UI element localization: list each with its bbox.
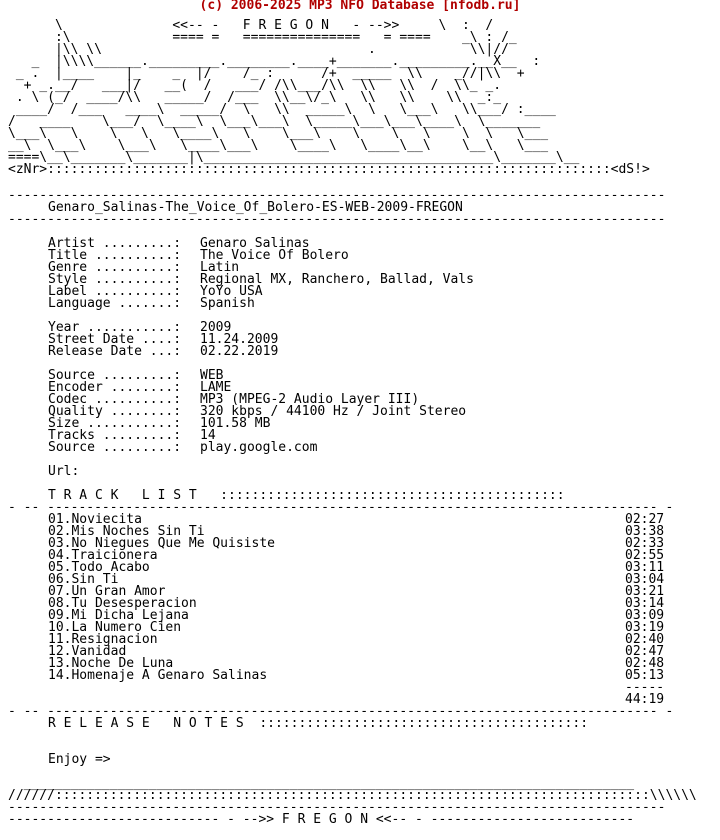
date-row <box>8 346 697 358</box>
track-name: 06.Sin Ti <box>48 572 119 587</box>
url-label: Url: <box>48 464 80 479</box>
track-list <box>8 514 697 682</box>
tracklist-header: T R A C K L I S T :::::::::::::::::::::::::::::::::::::::::::: <box>48 488 565 503</box>
track-name: 02.Mis Noches Sin Ti <box>48 524 205 539</box>
info-value: Latin <box>200 260 240 275</box>
tech-label: Size ...........: <box>48 416 182 431</box>
track-duration: 03:14 <box>625 596 665 611</box>
footer-line: ------------------------------------------------------------------------------------ <box>8 800 666 815</box>
track-name: 01.Noviecita <box>48 512 142 527</box>
site-credit[interactable]: (c) 2006-2025 MP3 NFO Database [nfodb.ru] <box>199 0 521 13</box>
info-value: Genaro Salinas <box>200 236 310 251</box>
track-row <box>48 562 665 574</box>
tech-label: Codec ..........: <box>48 392 182 407</box>
total-dashes-row <box>8 682 665 694</box>
release-notes-header: R E L E A S E N O T E S :::::::::::::::::::::::::::::::::::::::::: <box>48 716 589 731</box>
track-duration: 02:48 <box>625 656 665 671</box>
info-block <box>8 238 697 310</box>
track-duration: 02:33 <box>625 536 665 551</box>
date-value: 02.22.2019 <box>200 344 279 359</box>
tech-label: Tracks .........: <box>48 428 182 443</box>
track-name: 03.No Niegues Que Me Quisiste <box>48 536 275 551</box>
track-name: 08.Tu Desesperacion <box>48 596 197 611</box>
tech-value: play.google.com <box>200 440 318 455</box>
tech-block <box>8 370 697 454</box>
info-value: The Voice Of Bolero <box>200 248 349 263</box>
dates-block <box>8 322 697 358</box>
tech-value: WEB <box>200 368 224 383</box>
track-duration: 05:13 <box>625 668 665 683</box>
track-duration: 03:21 <box>625 584 665 599</box>
info-value: Regional MX, Ranchero, Ballad, Vals <box>200 272 474 287</box>
info-label: Genre ..........: <box>48 260 182 275</box>
separator: ______________________________________________________________________________ <box>8 776 635 791</box>
track-name: 14.Homenaje A Genaro Salinas <box>48 668 268 683</box>
separator: ------------------------------------------------------------------------------------ <box>8 212 666 227</box>
track-name: 09.Mi Dicha Lejana <box>48 608 189 623</box>
track-duration: 02:27 <box>625 512 665 527</box>
separator: - -- ------------------------------------------------------------------------------ - <box>8 500 674 515</box>
date-label: Release Date ...: <box>48 344 182 359</box>
track-duration: 03:19 <box>625 620 665 635</box>
track-row <box>48 670 665 682</box>
tech-row <box>8 442 697 454</box>
track-duration: 03:09 <box>625 608 665 623</box>
tech-value: LAME <box>200 380 232 395</box>
info-row <box>8 298 697 310</box>
track-duration: 02:40 <box>625 632 665 647</box>
total-dashes: ----- <box>625 680 665 695</box>
track-name: 11.Resignacion <box>48 632 158 647</box>
info-value: YoYo USA <box>200 284 263 299</box>
info-label: Artist .........: <box>48 236 182 251</box>
nfo-body <box>8 190 697 826</box>
date-value: 11.24.2009 <box>200 332 279 347</box>
track-name: 10.La Numero Cien <box>48 620 182 635</box>
track-duration: 03:04 <box>625 572 665 587</box>
tech-label: Source .........: <box>48 440 182 455</box>
info-label: Title ..........: <box>48 248 182 263</box>
tech-value: MP3 (MPEG-2 Audio Layer III) <box>200 392 420 407</box>
tech-label: Encoder ........: <box>48 380 182 395</box>
info-label: Label ..........: <box>48 284 182 299</box>
track-name: 13.Noche De Luna <box>48 656 174 671</box>
release-name: Genaro_Salinas-The_Voice_Of_Bolero-ES-WEB-2009-FREGON <box>48 200 463 215</box>
footer-signature: --------------------------- - -->> F R E G O N <<-- - -------------------------- <box>8 812 635 827</box>
date-value: 2009 <box>200 320 232 335</box>
track-duration: 03:11 <box>625 560 665 575</box>
track-name: 07.Un Gran Amor <box>48 584 166 599</box>
date-label: Year ...........: <box>48 320 182 335</box>
track-duration: 02:47 <box>625 644 665 659</box>
date-label: Street Date ....: <box>48 332 182 347</box>
info-label: Language .......: <box>48 296 182 311</box>
tech-value: 14 <box>200 428 216 443</box>
info-value: Spanish <box>200 296 255 311</box>
tech-value: 320 kbps / 44100 Hz / Joint Stereo <box>200 404 467 419</box>
track-row <box>48 634 665 646</box>
track-name: 05.Todo Acabo <box>48 560 150 575</box>
total-time: 44:19 <box>625 692 665 707</box>
separator: ------------------------------------------------------------------------------------ <box>8 188 666 203</box>
tech-label: Quality ........: <box>48 404 182 419</box>
ascii-banner: \ <<-- - F R E G O N - -->> \ : / :\ ==== = =============== = ==== _\ : /_ |\\ \\ . \\|// _ |\\\\______._________.________.____+_______._________.__X__ : _ . |____ |_ _ |/ /_ : /+ _____ \\ _//|\\ + + _.__/ ___|/ __( / ___/ /\\___/\\ \\ \\ / \\_ _. . \ (_/ ____/\\ _____/ /___ \\__\/_\ \\ \\ \\ _:_ ____/ /___ ____\ _____/ \ \\ _____\ \ \___\ \\___/ :____ / ____ \___/ \____\ \___\___\ \_____\___\___\____\ \_______ \___\ \ \ \ \____\ \ \___\ \ \ \ \ \ \___ __\ \___\ \___\ \____\___\ \____\ \____\__\ \__\ \___ ====\__\_______\_______|\_____________________________________\_______\__ <zNr>::::::::::::::::::::::::::::::::::::::::::::::::::::::::::::::::::::::::<dS!> <box>8 18 650 177</box>
footer-top: //////::::::::::::::::::::::::::::::::::::::::::::::::::::::::::::::::::::::::::::\\\\\\ <box>8 788 697 803</box>
track-duration: 03:38 <box>625 524 665 539</box>
separator: - -- ------------------------------------------------------------------------------ - <box>8 704 674 719</box>
track-name: 04.Traicionera <box>48 548 158 563</box>
info-label: Style ..........: <box>48 272 182 287</box>
tech-value: 101.58 MB <box>200 416 271 431</box>
track-name: 12.Vanidad <box>48 644 127 659</box>
track-duration: 02:55 <box>625 548 665 563</box>
tech-label: Source .........: <box>48 368 182 383</box>
release-notes-text: Enjoy => <box>48 752 111 767</box>
